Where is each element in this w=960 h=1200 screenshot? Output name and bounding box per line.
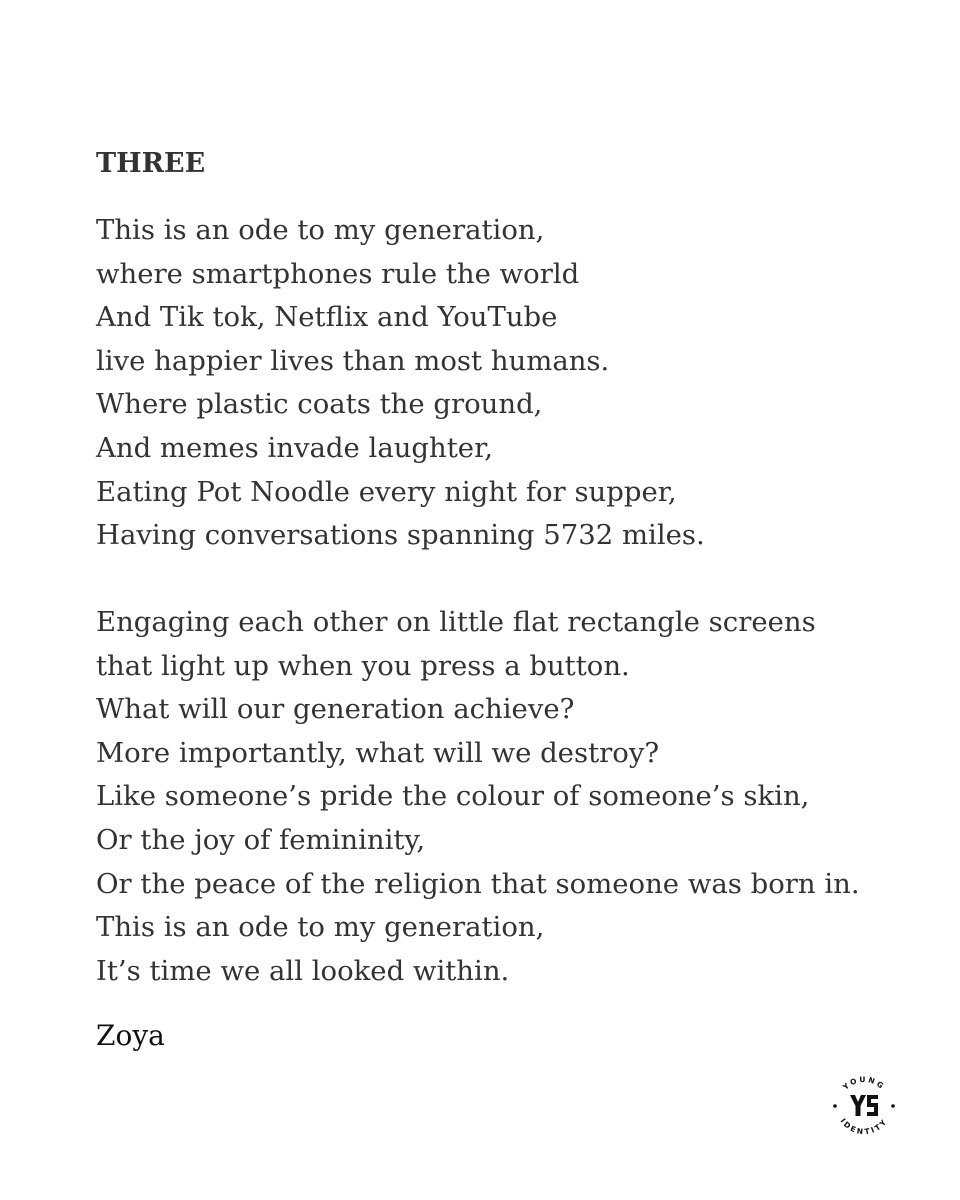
- logo-ring-top: YOUNG: [841, 1074, 887, 1092]
- poem-author: Zoya: [96, 1019, 165, 1052]
- logo-monogram: [850, 1095, 878, 1116]
- poem-line: It’s time we all looked within.: [96, 954, 510, 987]
- poem-line: And Tik tok, Netflix and YouTube: [96, 301, 558, 334]
- poem-line: Like someone’s pride the colour of someone’s skin,: [96, 780, 810, 813]
- poem-line: Engaging each other on little flat rectangle screens: [96, 606, 816, 638]
- stanza-1: [96, 209, 705, 558]
- poem-line: live happier lives than most humans.: [96, 344, 610, 377]
- young-identity-logo-icon: [828, 1070, 900, 1142]
- svg-text:IDENTITY: [839, 1117, 890, 1137]
- poem-line: This is an ode to my generation,: [96, 911, 545, 944]
- poem-line: Having conversations spanning 5732 miles.: [96, 519, 705, 552]
- logo-ring-bottom: IDENTITY: [838, 1116, 890, 1137]
- poem-title: THREE: [96, 148, 206, 179]
- poem-line: that light up when you press a button.: [96, 649, 630, 682]
- poem-line: Or the peace of the religion that someone was born in.: [96, 867, 860, 900]
- poem-line: What will our generation achieve?: [96, 693, 575, 726]
- poem-line: where smartphones rule the world: [96, 257, 580, 290]
- poem-line: More importantly, what will we destroy?: [96, 736, 660, 769]
- svg-text:YOUNG: [840, 1075, 887, 1092]
- poem-line: Where plastic coats the ground,: [96, 388, 543, 421]
- poem-line: And memes invade laughter,: [96, 431, 493, 464]
- poem-line: This is an ode to my generation,: [96, 214, 545, 246]
- stanza-2: [96, 601, 860, 993]
- poem-line: Eating Pot Noodle every night for supper,: [96, 475, 677, 508]
- poem-line: Or the joy of femininity,: [96, 823, 426, 856]
